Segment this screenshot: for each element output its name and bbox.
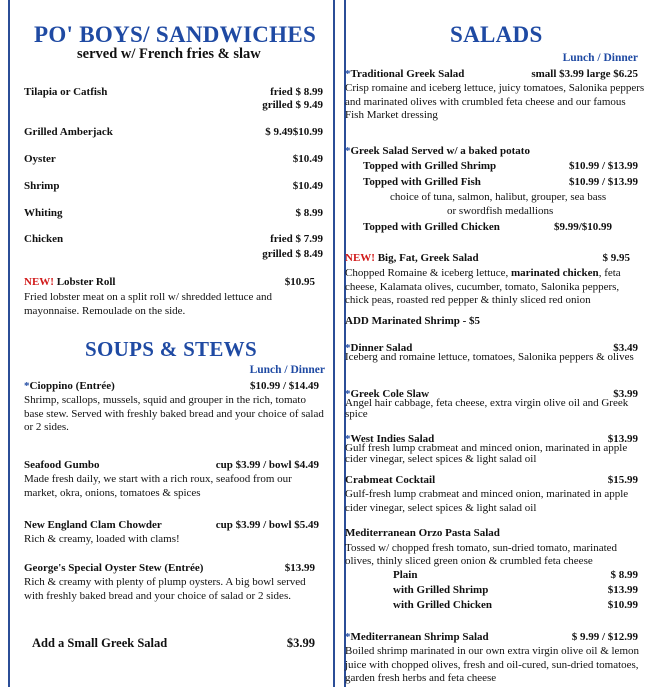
item-tilapia: Tilapia or Catfish: [24, 86, 108, 98]
po-boys-heading: PO' BOYS/ SANDWICHES: [34, 22, 317, 47]
traditional-greek-price: small $3.99 large $6.25: [531, 68, 638, 80]
price-shrimp: $10.49: [292, 180, 323, 192]
fish-choice-note: choice of tuna, salmon, halibut, grouper, sea bass: [390, 191, 607, 203]
cioppino-name: [24, 380, 115, 392]
orzo-with-chicken: with Grilled Chicken: [393, 599, 493, 611]
price-amberjack: $ 9.49$10.99: [265, 126, 323, 138]
oyster-stew-name: George's Special Oyster Stew (Entrée): [24, 562, 204, 574]
traditional-greek-name: [345, 68, 464, 80]
cioppino-description: Shrimp, scallops, mussels, squid and grouper in the rich, tomato base stew. Served with freshly baked bread and your choice of salad or 2 sides.: [24, 394, 324, 433]
chowder-description: Rich & creamy, loaded with clams!: [24, 533, 180, 545]
grilled-fish-topping: Topped with Grilled Fish: [363, 176, 481, 188]
traditional-greek-description: Crisp romaine and iceberg lettuce, juicy tomatoes, Salonika peppers and marinated olives with crumbled feta cheese and our famous Fish Market dressing: [345, 82, 645, 121]
big-fat-greek-description: [345, 267, 645, 308]
star-marker: *: [345, 433, 351, 445]
star-marker: *: [345, 388, 351, 400]
price-whiting: $ 8.99: [295, 207, 323, 219]
crabmeat-cocktail-price: $15.99: [607, 474, 638, 486]
orzo-with-chicken-price: $10.99: [607, 599, 638, 611]
big-fat-greek-name: Big, Fat, Greek Salad: [377, 252, 479, 264]
crabmeat-cocktail-description: Gulf-fresh lump crabmeat and minced onion, marinated in apple cider vinegar, select spices & light salad oil: [345, 488, 629, 514]
soups-lunch-dinner: Lunch / Dinner: [249, 364, 325, 376]
west-indies-label: West Indies Salad: [350, 433, 435, 445]
chowder-price: cup $3.99 / bowl $5.49: [215, 519, 319, 531]
cioppino-price: $10.99 / $14.49: [249, 380, 319, 392]
orzo-salad-description: Tossed w/ chopped fresh tomato, sun-dried tomato, marinated olives, thinly sliced green onion & crumbled feta cheese: [345, 542, 618, 567]
med-shrimp-salad-price: $ 9.99 / $12.99: [571, 631, 638, 643]
cioppino-label: Cioppino (Entrée): [29, 380, 115, 392]
med-shrimp-salad-name: [345, 631, 489, 643]
grilled-chicken-topping-price: $9.99/$10.99: [553, 221, 612, 233]
oyster-stew-description: Rich & creamy with plenty of plump oysters. A big bowl served with freshly baked bread and your choice of salad or 2 sides.: [24, 576, 306, 602]
add-greek-salad-label: Add a Small Greek Salad: [32, 636, 168, 650]
price-tilapia-fried: fried $ 8.99: [270, 86, 323, 98]
gumbo-description: Made fresh daily, we start with a rich roux, seafood from our market, okra, onions, tomatoes & spices: [24, 473, 292, 499]
lobster-roll-name: Lobster Roll: [56, 276, 116, 288]
orzo-salad-name: Mediterranean Orzo Pasta Salad: [345, 527, 500, 539]
grilled-shrimp-topping-price: $10.99 / $13.99: [568, 160, 638, 172]
gumbo-name: Seafood Gumbo: [24, 459, 100, 471]
west-indies-price: $13.99: [607, 433, 638, 445]
lobster-roll-description: Fried lobster meat on a split roll w/ shredded lettuce and mayonnaise. Remoulade on the side.: [24, 291, 273, 317]
greek-potato-label: Greek Salad Served w/ a baked potato: [350, 145, 530, 157]
big-fat-desc-part-b: , feta cheese, Kalamata olives, cucumber, tomato, Salonika peppers, chick peas, roasted red pepper & thinly sliced red onion: [345, 267, 621, 306]
orzo-with-shrimp: with Grilled Shrimp: [393, 584, 489, 596]
star-marker: *: [345, 68, 351, 80]
add-greek-salad-price: $3.99: [286, 636, 315, 650]
chowder-name: New England Clam Chowder: [24, 519, 162, 531]
new-badge: NEW!: [24, 276, 54, 288]
dinner-salad-price: $3.49: [613, 342, 638, 354]
gumbo-price: cup $3.99 / bowl $4.49: [215, 459, 319, 471]
big-fat-greek-line: [345, 252, 479, 264]
right-column: [335, 0, 650, 687]
star-marker: *: [345, 145, 351, 157]
item-amberjack: Grilled Amberjack: [24, 126, 113, 138]
traditional-greek-label: Traditional Greek Salad: [350, 68, 465, 80]
crabmeat-cocktail-name: Crabmeat Cocktail: [345, 474, 436, 486]
star-marker: *: [345, 631, 351, 643]
grilled-chicken-topping: Topped with Grilled Chicken: [363, 221, 500, 233]
price-chicken-fried: fried $ 7.99: [270, 233, 323, 245]
med-shrimp-salad-label: Mediterranean Shrimp Salad: [350, 631, 489, 643]
oyster-stew-price: $13.99: [284, 562, 315, 574]
po-boys-subtitle: served w/ French fries & slaw: [77, 46, 261, 62]
greek-cole-slaw-label: Greek Cole Slaw: [350, 388, 430, 400]
salads-lunch-dinner: Lunch / Dinner: [562, 52, 638, 64]
star-marker: *: [345, 342, 351, 354]
price-oyster: $10.49: [292, 153, 323, 165]
med-shrimp-salad-description: Boiled shrimp marinated in our own extra virgin olive oil & lemon juice with chopped olives, fresh and oil-cured, sun-dried tomatoes, garden fresh herbs and feta cheese: [345, 645, 639, 684]
salads-heading: SALADS: [450, 22, 543, 47]
item-whiting: Whiting: [24, 207, 63, 219]
add-marinated-shrimp: ADD Marinated Shrimp - $5: [345, 315, 481, 327]
new-badge: NEW!: [345, 252, 375, 264]
item-shrimp: Shrimp: [24, 180, 60, 192]
greek-cole-slaw-price: $3.99: [613, 388, 638, 400]
grilled-shrimp-topping: Topped with Grilled Shrimp: [363, 160, 497, 172]
star-marker: *: [24, 380, 30, 392]
west-indies-description: Gulf fresh lump crabmeat and minced onion, marinated in apple cider vinegar, select spices & light salad oil: [345, 442, 628, 465]
greek-cole-slaw-description: Angel hair cabbage, feta cheese, extra virgin olive oil and Greek spice: [345, 397, 629, 420]
fish-choice-note-2: or swordfish medallions: [447, 205, 554, 217]
orzo-plain: Plain: [393, 569, 418, 581]
soups-heading: SOUPS & STEWS: [85, 337, 257, 361]
dinner-salad-label: Dinner Salad: [350, 342, 413, 354]
big-fat-desc-bold: marinated chicken: [510, 267, 599, 279]
price-chicken-grilled: grilled $ 8.49: [262, 248, 323, 260]
big-fat-greek-price: $ 9.95: [602, 252, 630, 264]
price-tilapia-grilled: grilled $ 9.49: [262, 99, 323, 111]
orzo-with-shrimp-price: $13.99: [607, 584, 638, 596]
item-chicken: Chicken: [24, 233, 64, 245]
lobster-roll-line: [24, 276, 115, 288]
item-oyster: Oyster: [24, 153, 56, 165]
dinner-salad-description: Iceberg and romaine lettuce, tomatoes, Salonika peppers & olives: [345, 351, 634, 363]
orzo-plain-price: $ 8.99: [610, 569, 638, 581]
greek-potato-name: [345, 145, 530, 157]
lobster-roll-price: $10.95: [284, 276, 315, 288]
grilled-fish-topping-price: $10.99 / $13.99: [568, 176, 638, 188]
big-fat-desc-part-a: Chopped Romaine & iceberg lettuce,: [345, 267, 511, 279]
